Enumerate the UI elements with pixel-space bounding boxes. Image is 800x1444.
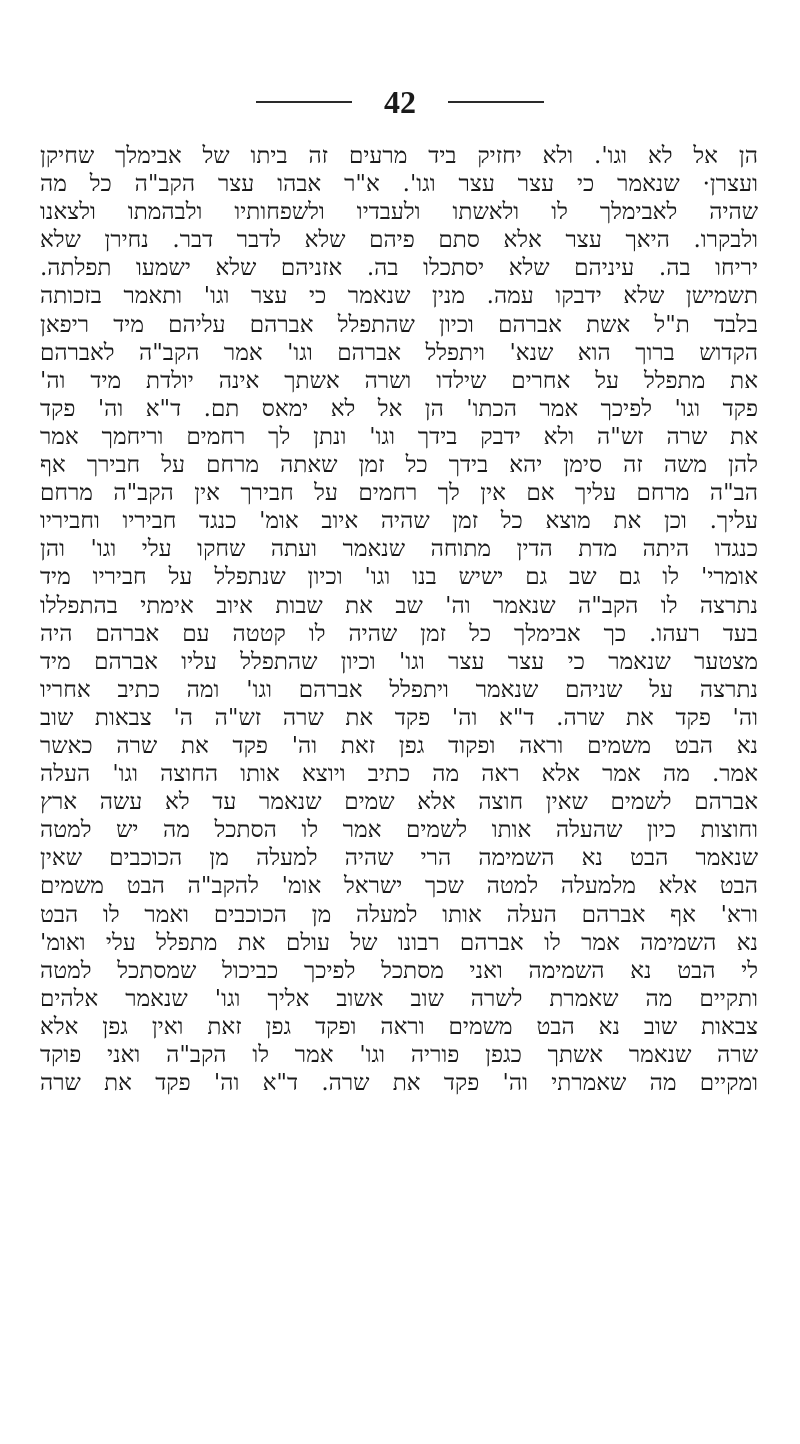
header-rule-left (256, 101, 352, 103)
text-line: לי הבט נא השמימה ואני מסתכל לפיכך כביכול שמסתכל למטה (40, 957, 758, 984)
text-line: ועצרן· שנאמר כי עצר עצר וגו'. א"ר אבהו עצר הקב"ה כל מה (40, 171, 758, 198)
text-line: עליך. וכן את מוצא כל זמן שהיה איוב אומ' כנגד חביריו וחביריו (40, 508, 758, 535)
page-number: 42 (384, 84, 416, 120)
text-line: ורא' אף אברהם העלה אותו למעלה מן הכוכבים ואמר לו הבט (40, 901, 758, 928)
text-line: את שרה זש"ה ולא ידבק בידך וגו' ונתן לך רחמים וריחמך אמר (40, 423, 758, 450)
text-line: צבאות שוב נא הבט משמים וראה ופקד גפן זאת ואין גפן אלא (40, 1013, 758, 1040)
text-line: ותקיים מה שאמרת לשרה שוב אשוב אליך וגו' שנאמר אלהים (40, 985, 758, 1012)
text-line: וחוצות כיון שהעלה אותו לשמים אמר לו הסתכל מה יש למטה (40, 817, 758, 844)
text-line: בעד רעהו. כך אבימלך כל זמן שהיה לו קטטה עם אברהם היה (40, 620, 758, 647)
text-line: מצטער שנאמר כי עצר עצר וגו' וכיון שהתפלל עליו אברהם מיד (40, 648, 758, 675)
text-line: אברהם לשמים שאין חוצה אלא שמים שנאמר עד לא עשה ארץ (40, 789, 758, 816)
body-text (40, 142, 758, 1097)
text-line: להן משה זה סימן יהא בידך כל זמן שאתה מרחם על חבירך אף (40, 452, 758, 479)
text-line: אמר. מה אמר אלא ראה מה כתיב ויוצא אותו החוצה וגו' העלה (40, 761, 758, 788)
text-line: ומקיים מה שאמרתי וה' פקד את שרה. ד"א וה' פקד את שרה (40, 1070, 758, 1097)
text-line: נא השמימה אמר לו אברהם רבונו של עולם את מתפלל עלי ואומ' (40, 929, 758, 956)
text-line: שרה שנאמר אשתך כגפן פוריה וגו' אמר לו הקב"ה ואני פוקד (40, 1042, 758, 1068)
text-line: בלבד ת"ל אשת אברהם וכיון שהתפלל אברהם עליהם מיד ריפאן (40, 311, 758, 338)
text-line: תשמישן שלא ידבקו עמה. מנין שנאמר כי עצר וגו' ותאמר בזכותה (40, 283, 758, 310)
text-line: ולבקרו. היאך עצר אלא סתם פיהם שלא לדבר דבר. נחירן שלא (40, 227, 758, 254)
text-line: כנגדו היתה מדת הדין מתוחה שנאמר ועתה שחקו עלי וגו' והן (40, 536, 758, 563)
text-line: אומרי' לו גם שב גם ישיש בנו וגו' וכיון שנתפלל על חביריו מיד (40, 564, 758, 591)
text-line: נא הבט משמים וראה ופקוד גפן זאת וה' פקד את שרה כאשר (40, 732, 758, 759)
text-line: נתרצה על שניהם שנאמר ויתפלל אברהם וגו' ומה כתיב אחריו (40, 676, 758, 703)
text-line: יריחו בה. עיניהם שלא יסתכלו בה. אזניהם שלא ישמעו תפלתה. (40, 255, 758, 282)
text-line: הקדוש ברוך הוא שנא' ויתפלל אברהם וגו' אמר הקב"ה לאברהם (40, 339, 758, 366)
text-line: פקד וגו' לפיכך אמר הכתו' הן אל לא ימאס תם. ד"א וה' פקד (40, 395, 758, 422)
page-header (0, 78, 800, 126)
text-line: וה' פקד את שרה. ד"א וה' פקד את שרה זש"ה ה' צבאות שוב (40, 704, 758, 731)
text-line: את מתפלל על אחרים שילדו ושרה אשתך אינה יולדת מיד וה' (40, 367, 758, 394)
text-line: נתרצה לו הקב"ה שנאמר וה' שב את שבות איוב אימתי בהתפללו (40, 592, 758, 619)
text-line: שנאמר הבט נא השמימה הרי שהיה למעלה מן הכוכבים שאין (40, 845, 758, 872)
text-line: הן אל לא וגו'. ולא יחזיק ביד מרעים זה ביתו של אבימלך שחיקן (40, 143, 758, 169)
text-line: שהיה לאבימלך לו ולאשתו ולעבדיו ולשפחותיו ולבהמתו ולצאנו (40, 199, 758, 226)
header-rule-right (448, 101, 544, 103)
text-line: הב"ה מרחם עליך אם אין לך רחמים על חבירך אין הקב"ה מרחם (40, 480, 758, 507)
text-line: הבט אלא מלמעלה למטה שכך ישראל אומ' להקב"ה הבט משמים (40, 873, 758, 900)
